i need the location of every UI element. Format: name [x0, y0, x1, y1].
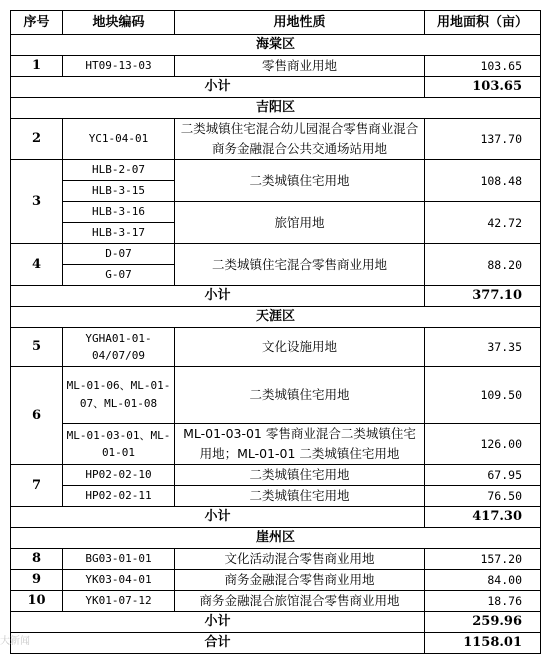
seq-cell: 5: [11, 328, 63, 367]
code-cell: HP02-02-11: [63, 486, 175, 507]
subtotal-label: 小计: [11, 77, 425, 98]
use-cell: 文化设施用地: [175, 328, 425, 367]
district-row: [11, 35, 541, 56]
area-cell: 76.50: [425, 486, 541, 507]
use-cell: ML-01-03-01 零售商业混合二类城镇住宅用地；ML-01-01 二类城镇住宅用地: [175, 424, 425, 465]
district-name: 崖州区: [11, 528, 541, 549]
district-row: [11, 98, 541, 119]
area-cell: 103.65: [425, 56, 541, 77]
district-name: 海棠区: [11, 35, 541, 56]
use-cell: 文化活动混合零售商业用地: [175, 549, 425, 570]
code-cell: YGHA01-01-04/07/09: [63, 328, 175, 367]
use-cell: 二类城镇住宅用地: [175, 486, 425, 507]
area-cell: 88.20: [425, 244, 541, 286]
subtotal-row: [11, 77, 541, 98]
table-row: [11, 244, 541, 265]
code-cell: HLB-3-17: [63, 223, 175, 244]
code-cell: YK01-07-12: [63, 591, 175, 612]
use-cell: 二类城镇住宅用地: [175, 465, 425, 486]
table-row: [11, 367, 541, 424]
code-cell: HP02-02-10: [63, 465, 175, 486]
total-label: 合计: [11, 633, 425, 654]
table-row: [11, 465, 541, 486]
seq-cell: 10: [11, 591, 63, 612]
area-cell: 157.20: [425, 549, 541, 570]
table-row: [11, 486, 541, 507]
header-code: 地块编码: [63, 11, 175, 35]
code-cell: G-07: [63, 265, 175, 286]
area-cell: 67.95: [425, 465, 541, 486]
area-cell: 137.70: [425, 119, 541, 160]
header-area: 用地面积（亩）: [425, 11, 541, 35]
code-cell: HT09-13-03: [63, 56, 175, 77]
use-cell: 二类城镇住宅混合零售商业用地: [175, 244, 425, 286]
use-cell: 二类城镇住宅用地: [175, 160, 425, 202]
use-cell: 零售商业用地: [175, 56, 425, 77]
subtotal-label: 小计: [11, 507, 425, 528]
code-cell: YK03-04-01: [63, 570, 175, 591]
subtotal-value: 259.96: [425, 612, 541, 633]
area-cell: 108.48: [425, 160, 541, 202]
header-seq: 序号: [11, 11, 63, 35]
seq-cell: 9: [11, 570, 63, 591]
land-parcel-table: [10, 10, 541, 654]
seq-cell: 6: [11, 367, 63, 465]
header-row: [11, 11, 541, 35]
area-cell: 84.00: [425, 570, 541, 591]
area-cell: 126.00: [425, 424, 541, 465]
district-name: 天涯区: [11, 307, 541, 328]
table-row: [11, 56, 541, 77]
code-cell: ML-01-06、ML-01-07、ML-01-08: [63, 367, 175, 424]
area-cell: 37.35: [425, 328, 541, 367]
watermark-text: 大新闻: [0, 636, 30, 647]
area-cell: 18.76: [425, 591, 541, 612]
area-cell: 109.50: [425, 367, 541, 424]
total-row: [11, 633, 541, 654]
district-row: [11, 307, 541, 328]
total-value: 1158.01: [425, 633, 541, 654]
table-row: [11, 424, 541, 465]
code-cell: D-07: [63, 244, 175, 265]
subtotal-row: [11, 507, 541, 528]
table-row: [11, 119, 541, 160]
use-cell: 旅馆用地: [175, 202, 425, 244]
seq-cell: 7: [11, 465, 63, 507]
subtotal-row: [11, 286, 541, 307]
use-cell: 二类城镇住宅混合幼儿园混合零售商业混合商务金融混合公共交通场站用地: [175, 119, 425, 160]
subtotal-label: 小计: [11, 612, 425, 633]
area-cell: 42.72: [425, 202, 541, 244]
table-row: [11, 549, 541, 570]
seq-cell: 3: [11, 160, 63, 244]
code-cell: BG03-01-01: [63, 549, 175, 570]
district-row: [11, 528, 541, 549]
seq-cell: 8: [11, 549, 63, 570]
subtotal-value: 103.65: [425, 77, 541, 98]
subtotal-label: 小计: [11, 286, 425, 307]
seq-cell: 4: [11, 244, 63, 286]
table-row: [11, 160, 541, 181]
table-row: [11, 570, 541, 591]
seq-cell: 1: [11, 56, 63, 77]
code-cell: ML-01-03-01、ML-01-01: [63, 424, 175, 465]
subtotal-row: [11, 612, 541, 633]
table-row: [11, 591, 541, 612]
subtotal-value: 417.30: [425, 507, 541, 528]
code-cell: YC1-04-01: [63, 119, 175, 160]
code-cell: HLB-3-15: [63, 181, 175, 202]
seq-cell: 2: [11, 119, 63, 160]
code-cell: HLB-3-16: [63, 202, 175, 223]
use-cell: 商务金融混合旅馆混合零售商业用地: [175, 591, 425, 612]
district-name: 吉阳区: [11, 98, 541, 119]
table-row: [11, 202, 541, 223]
code-cell: HLB-2-07: [63, 160, 175, 181]
use-cell: 商务金融混合零售商业用地: [175, 570, 425, 591]
use-cell: 二类城镇住宅用地: [175, 367, 425, 424]
table-row: [11, 328, 541, 367]
header-use: 用地性质: [175, 11, 425, 35]
subtotal-value: 377.10: [425, 286, 541, 307]
